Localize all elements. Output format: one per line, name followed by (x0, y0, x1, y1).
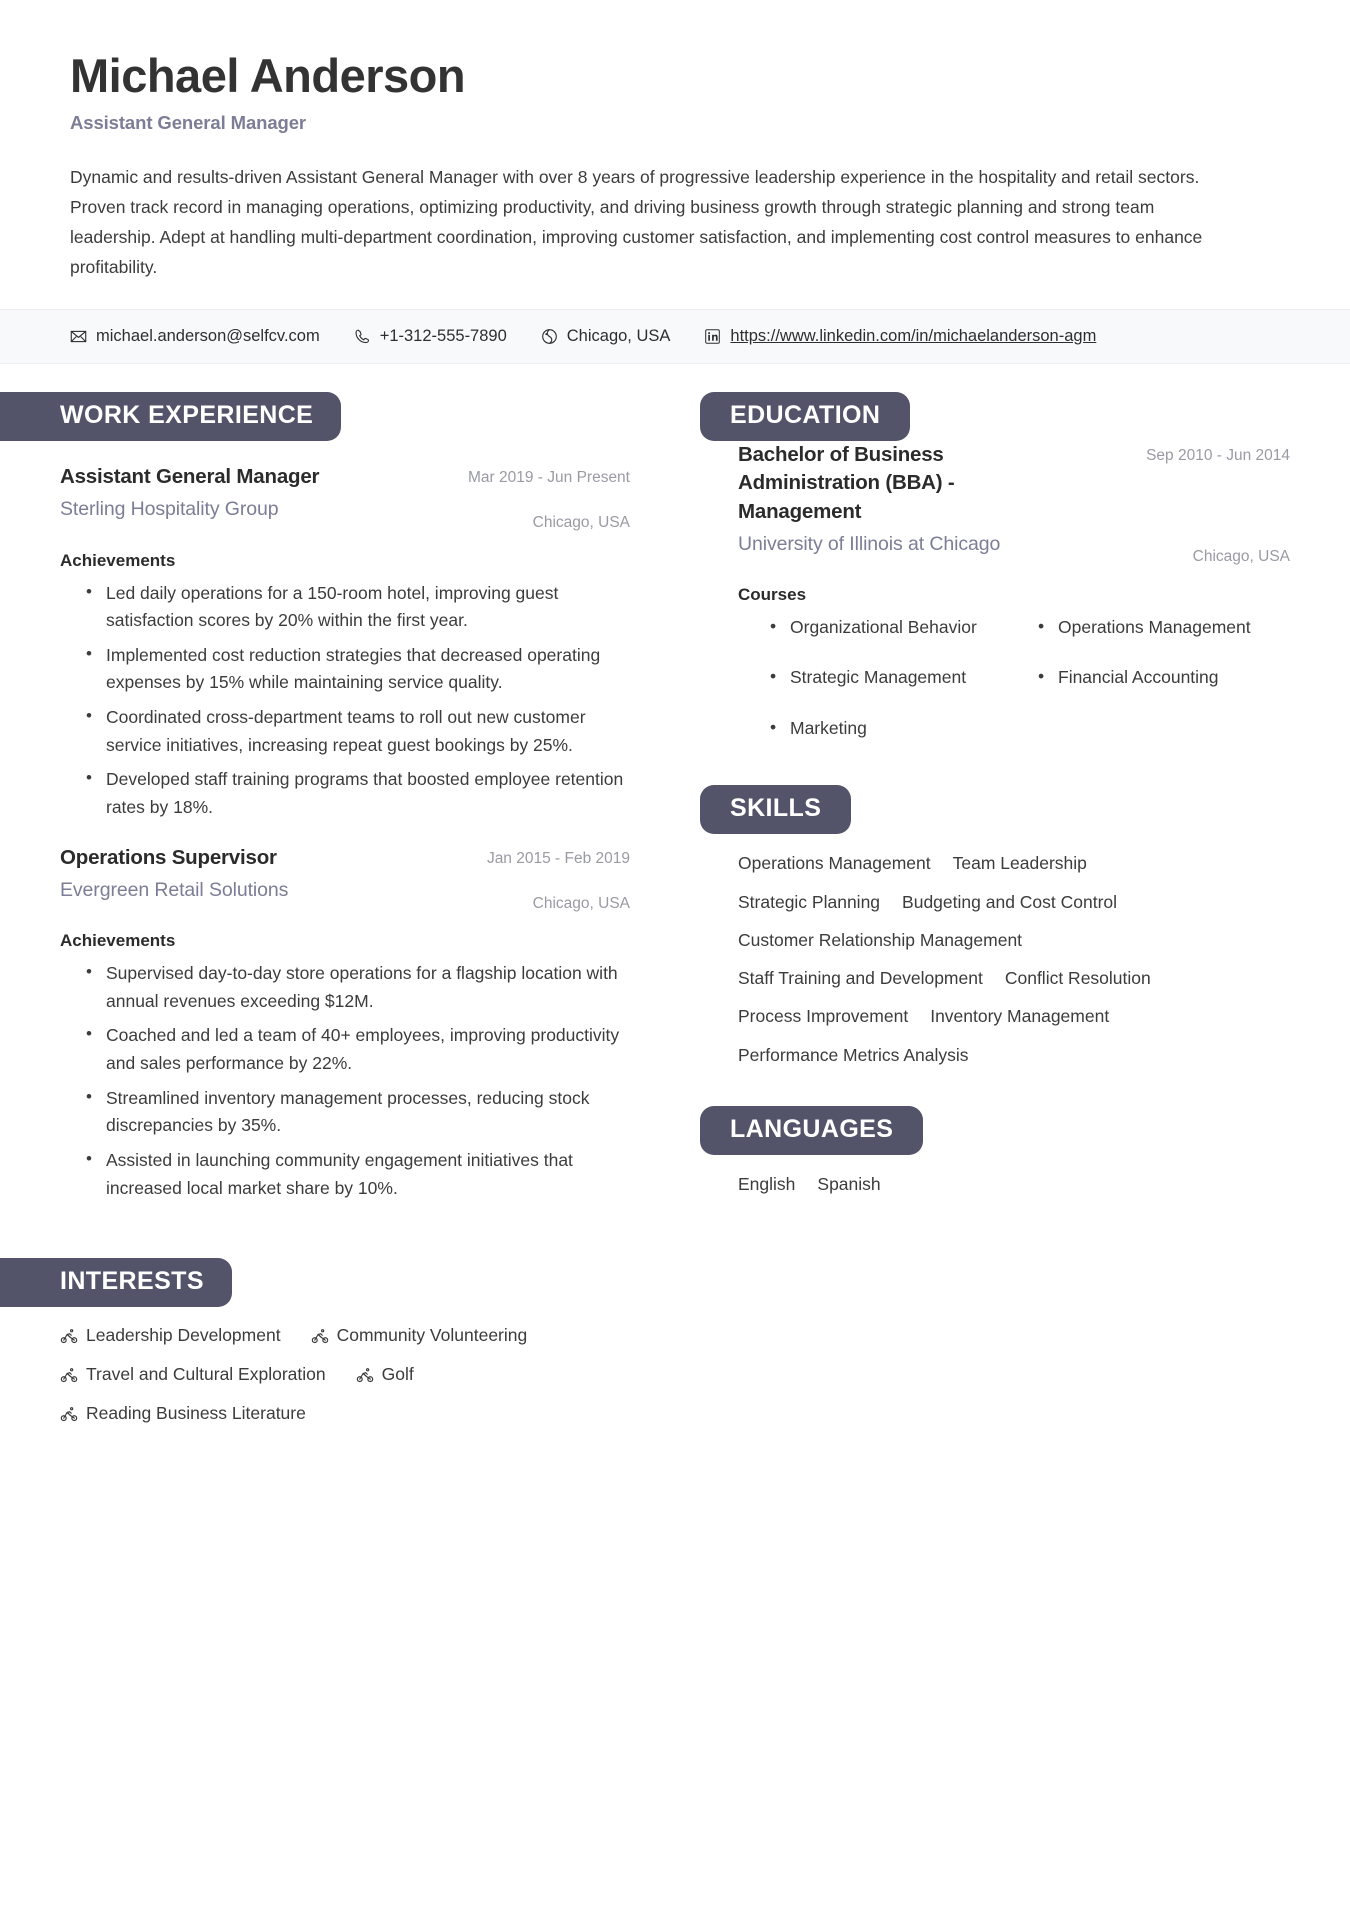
list-item: • Developed staff training programs that boosted employee retention rates by 18%. (104, 766, 630, 821)
interest-item (60, 1364, 326, 1385)
section-work-experience (0, 392, 700, 1202)
section-title-languages: LANGUAGES (700, 1106, 923, 1155)
envelope-icon (70, 328, 87, 345)
cycling-icon (311, 1327, 329, 1345)
languages-list (738, 1171, 1208, 1197)
section-title-work-experience: WORK EXPERIENCE (0, 392, 341, 441)
contact-phone-text: +1-312-555-7890 (379, 327, 507, 345)
list-item: • Strategic Management (770, 664, 1022, 691)
interest-item (311, 1325, 528, 1346)
work-entry-organization: Sterling Hospitality Group (60, 498, 279, 521)
education-date: Sep 2010 - Jun 2014 (1146, 447, 1290, 464)
work-entry-title: Assistant General Manager (60, 465, 320, 488)
work-entry-organization: Evergreen Retail Solutions (60, 878, 289, 901)
section-interests (0, 1258, 700, 1424)
list-item: • Streamlined inventory management processes, reducing stock discrepancies by 35%. (104, 1085, 630, 1140)
list-item: • Implemented cost reduction strategies that decreased operating expenses by 15% while maintaining service quality. (104, 642, 630, 697)
linkedin-icon (704, 328, 721, 345)
work-entry-date: Mar 2019 - Jun Present (468, 469, 630, 486)
contact-email-text: michael.anderson@selfcv.com (96, 327, 320, 345)
skill-chip: Staff Training and Development (738, 968, 983, 989)
work-achievements-list (60, 580, 630, 822)
education-location: Chicago, USA (1192, 548, 1290, 566)
contact-location-text: Chicago, USA (566, 327, 671, 345)
skill-chip: Process Improvement (738, 1006, 909, 1027)
section-title-education: EDUCATION (700, 392, 910, 441)
work-achievements-label: Achievements (60, 550, 176, 570)
cycling-icon (356, 1366, 374, 1384)
interest-label: Golf (381, 1364, 414, 1385)
section-education (700, 392, 1350, 763)
interest-label: Reading Business Literature (86, 1403, 306, 1424)
work-entry (60, 844, 630, 1203)
section-skills (700, 785, 1350, 1068)
right-column (700, 392, 1350, 1434)
skill-chip: Inventory Management (930, 1006, 1110, 1027)
contact-email[interactable] (70, 327, 320, 346)
resume-header (0, 0, 1350, 282)
interest-item (60, 1325, 281, 1346)
skill-chip: Conflict Resolution (1004, 968, 1151, 989)
contact-linkedin[interactable] (704, 327, 1096, 346)
language-chip: Spanish (817, 1173, 881, 1194)
list-item: • Financial Accounting (1038, 664, 1290, 691)
contact-location (541, 327, 671, 346)
cycling-icon (60, 1405, 78, 1423)
work-entry (60, 463, 630, 822)
interests-list (60, 1325, 560, 1424)
work-entry-title: Operations Supervisor (60, 845, 277, 869)
section-title-skills: SKILLS (700, 785, 851, 834)
work-entry-date: Jan 2015 - Feb 2019 (486, 849, 630, 867)
skill-chip: Operations Management (738, 853, 931, 874)
page-title: Michael Anderson (70, 49, 466, 102)
header-job-title: Assistant General Manager (70, 111, 307, 133)
list-item: • Marketing (770, 715, 1022, 742)
interest-label: Travel and Cultural Exploration (86, 1364, 326, 1385)
education-school: University of Illinois at Chicago (738, 532, 1001, 555)
contact-linkedin-text[interactable]: https://www.linkedin.com/in/michaelanderson-agm (730, 327, 1097, 345)
contact-phone[interactable] (354, 327, 507, 346)
interest-item (60, 1403, 306, 1424)
skill-chip: Budgeting and Cost Control (902, 891, 1118, 912)
cycling-icon (60, 1366, 78, 1384)
list-item: • Operations Management (1038, 614, 1290, 641)
education-courses-label: Courses (738, 584, 807, 604)
education-degree: Bachelor of Business Administration (BBA) - Management (738, 443, 955, 523)
work-entry-location: Chicago, USA (532, 514, 630, 532)
skill-chip: Strategic Planning (738, 891, 881, 912)
left-column (0, 392, 700, 1434)
cycling-icon (60, 1327, 78, 1345)
professional-summary: Dynamic and results-driven Assistant General Manager with over 8 years of progressive leadership experience in the hospitality and retail sectors. Proven track record in managing operations, optimizing productivity, and driving business growth through strategic planning and strong team leadership. Adept at handling multi-department coordination, improving customer satisfaction, and implementing cost control measures to enhance profitability. (70, 166, 1203, 277)
language-chip: English (738, 1173, 796, 1194)
list-item: • Coached and led a team of 40+ employees, improving productivity and sales performance by 22%. (104, 1022, 630, 1077)
education-entry (738, 441, 1290, 763)
section-title-interests: INTERESTS (0, 1258, 232, 1307)
interest-item (356, 1364, 414, 1385)
list-item: • Assisted in launching community engagement initiatives that increased local market share by 10%. (104, 1147, 630, 1202)
list-item: • Coordinated cross-department teams to roll out new customer service initiatives, increasing repeat guest bookings by 25%. (104, 704, 630, 759)
work-entry-location: Chicago, USA (532, 894, 630, 912)
work-achievements-list (60, 960, 630, 1202)
phone-icon (354, 328, 371, 345)
education-courses-list (738, 614, 1290, 764)
skill-chip: Customer Relationship Management (738, 929, 1023, 950)
skill-chip: Performance Metrics Analysis (738, 1044, 969, 1065)
interest-label: Leadership Development (86, 1325, 281, 1346)
list-item: • Supervised day-to-day store operations for a flagship location with annual revenues exceeding $12M. (104, 960, 630, 1015)
globe-icon (541, 328, 558, 345)
interest-label: Community Volunteering (336, 1325, 528, 1346)
resume-body (0, 392, 1350, 1434)
list-item: • Led daily operations for a 150-room hotel, improving guest satisfaction scores by 20% within the first year. (104, 580, 630, 635)
skill-chip: Team Leadership (952, 853, 1087, 874)
skills-list (738, 850, 1208, 1068)
contact-bar (0, 309, 1350, 364)
work-achievements-label: Achievements (60, 931, 176, 951)
list-item: • Organizational Behavior (770, 614, 1022, 641)
section-languages (700, 1106, 1350, 1197)
